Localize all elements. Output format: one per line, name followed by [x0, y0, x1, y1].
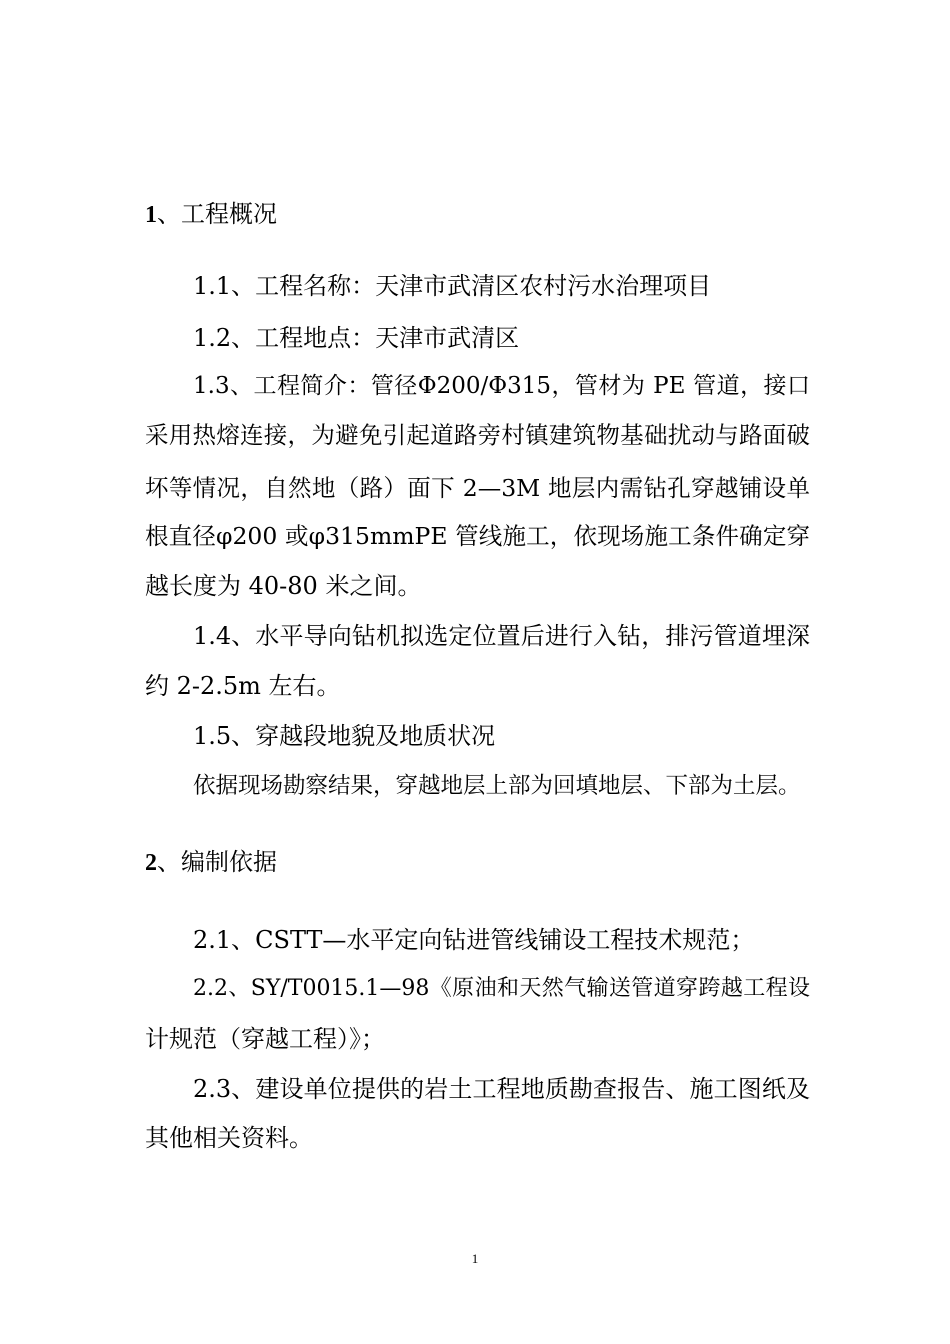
paragraph-line: 坏等情况，自然地（路）面下 2—3M 地层内需钻孔穿越铺设单: [145, 474, 810, 502]
section-number: 1: [145, 202, 157, 228]
page-number: 1: [471, 1251, 479, 1266]
paragraph-line: 越长度为 40-80 米之间。: [145, 572, 422, 600]
paragraph-line: 根直径φ200 或φ315mmPE 管线施工，依现场施工条件确定穿: [145, 522, 810, 550]
paragraph-line: 1.2、工程地点：天津市武清区: [193, 324, 520, 352]
paragraph-line: 依据现场勘察结果，穿越地层上部为回填地层、下部为土层。: [193, 773, 801, 799]
paragraph-line: 2.1、CSTT—水平定向钻进管线铺设工程技术规范；: [193, 926, 755, 954]
section-title: 、工程概况: [157, 200, 277, 228]
paragraph-line: 约 2-2.5m 左右。: [145, 672, 341, 700]
paragraph-line: 采用热熔连接，为避免引起道路旁村镇建筑物基础扰动与路面破: [145, 421, 810, 449]
paragraph-line: 2.3、建设单位提供的岩土工程地质勘查报告、施工图纸及: [193, 1075, 810, 1103]
paragraph-line: 1.1、工程名称：天津市武清区农村污水治理项目: [193, 272, 712, 300]
paragraph-line: 计规范（穿越工程）》；: [145, 1025, 385, 1053]
section-heading-1: [145, 198, 810, 231]
paragraph-line: 1.5、穿越段地貌及地质状况: [193, 722, 496, 750]
section-title: 、编制依据: [157, 848, 277, 876]
paragraph-line: 1.4、水平导向钻机拟选定位置后进行入钻，排污管道埋深: [193, 622, 810, 650]
paragraph-line: 2.2、SY/T0015.1—98《原油和天然气输送管道穿跨越工程设: [193, 976, 810, 1001]
section-number: 2: [145, 850, 157, 876]
section-heading-2: [145, 846, 810, 879]
paragraph-line: 1.3、工程简介：管径Φ200/Φ315，管材为 PE 管道，接口: [193, 373, 810, 399]
paragraph-line: 其他相关资料。: [145, 1124, 313, 1152]
